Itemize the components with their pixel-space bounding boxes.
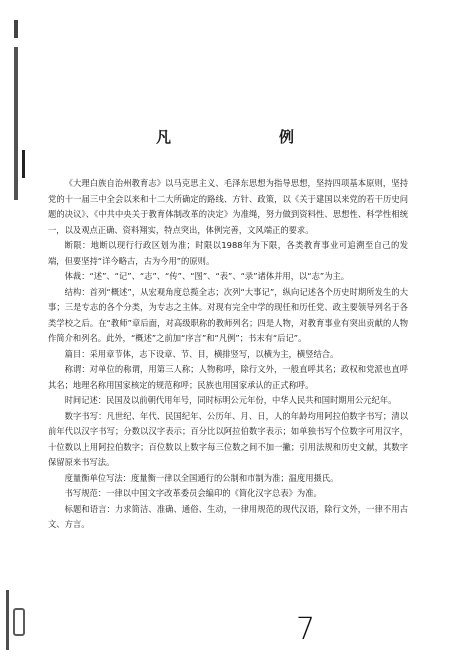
- binding-edge-mark: [14, 20, 18, 320]
- paragraph: 标题和语言：力求简洁、准确、通俗、生动，一律用规范的现代汉语，除行文外，一律不用古文、方言。: [48, 503, 408, 529]
- paragraph: 断限：地断以现行行政区划为准；时限以1988年为下限，各类教育事业可追溯至自己的发端，但要坚持“详今略古，古为今用”的原则。: [48, 240, 408, 266]
- paragraph: 时间记述：民国及以前朝代用年号，同时标明公元年份，中华人民共和国时期用公元纪年。: [64, 395, 397, 405]
- binding-edge-mark: [6, 590, 29, 650]
- paragraph: 《大理白族自治州教育志》以马克思主义、毛泽东思想为指导思想，坚持四项基本原则，坚持党的十一届三中全会以来和十二大所确定的路线、方针、政策，以《关于建国以来党的若干历史问题的决议》、《中共中央关于教育体制改革的决定》为准绳，努力做到资料性、思想性、科学性相统一，以及观点正确、资料翔实，特点突出，体例完善，文风端正的要求。: [48, 178, 408, 235]
- paragraph: 书写规范：一律以中国文字改革委员会编印的《简化汉字总表》为准。: [64, 488, 322, 498]
- paragraph: 体裁：“述”、“记”、“志”、“传”、“图”、“表”、“录”诸体并用，以“志”为主。: [64, 271, 350, 281]
- page-number: 7: [296, 612, 316, 647]
- paragraph: 数字书写：凡世纪、年代、民国纪年、公历年、月、日，人的年龄均用阿拉伯数字书写；清以前年代以汉字书写；分数以汉字表示；百分比以阿拉伯数字表示；如单独书写个位数字可用汉字，十位数以上用阿拉伯数字；百位数以上数字每三位数之间不加一撇；引用法规和历史文献，其数字保留原来书写法。: [48, 410, 408, 467]
- paragraph: 篇目：采用章节体，志下设章、节、目，横排竖写，以横为主，横竖结合。: [64, 348, 339, 359]
- paragraph: 称谓：对单位的称谓，用第三人称；人物称呼，除行文外，一般直呼其名；政权和党派也直呼其名；地理名称用国家核定的规范称呼；民族也用国家承认的正式称呼。: [48, 364, 408, 390]
- page-title: 凡 例: [155, 128, 320, 146]
- body-text: [48, 176, 408, 533]
- paragraph: 度量衡单位写法：度量衡一律以全国通行的公制和市制为准；温度用摄氏。: [64, 472, 339, 483]
- paragraph: 结构：首列“概述”，从宏观角度总揽全志；次列“大事记”，纵向记述各个历史时期所发生的大事；三是专志的各个分类，为专志之主体。对现有完全中学的现任和历任党、政主要领导列名于各类学校之后。在“教师”章后面，对高级职称的教师列名；四是人物，对教育事业有突出贡献的人物作简介和列名。此外，“概述”之前加“序言”和“凡例”；书末有“后记”。: [48, 286, 408, 343]
- binding-edge-mark: [22, 150, 25, 178]
